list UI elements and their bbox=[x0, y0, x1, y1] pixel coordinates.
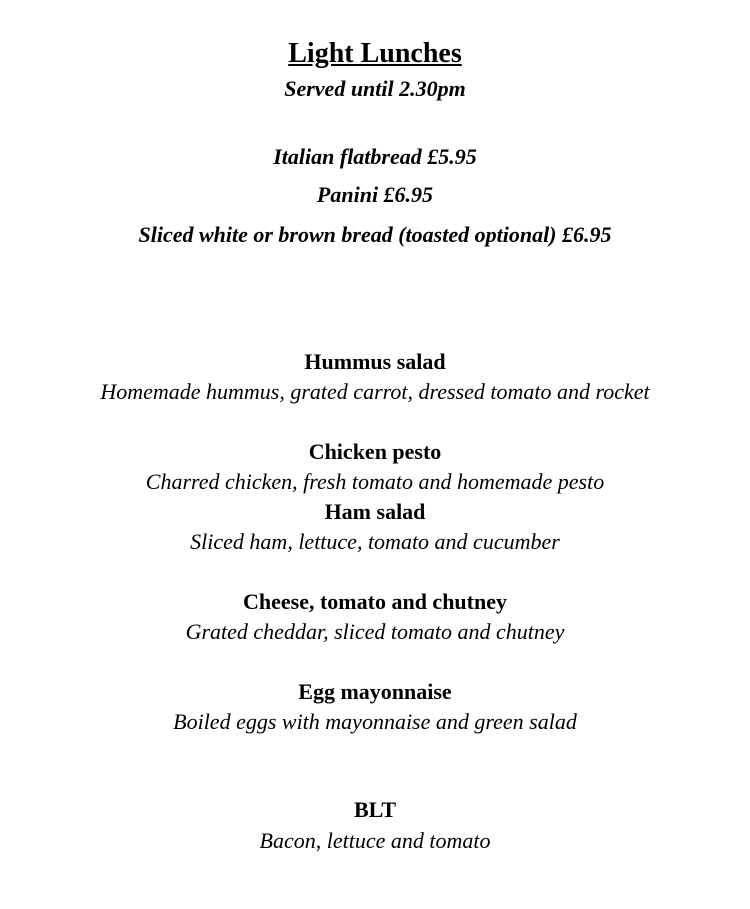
bread-option-flatbread: Italian flatbread £5.95 bbox=[273, 144, 477, 169]
menu-item-name: Egg mayonnaise bbox=[298, 679, 452, 704]
menu-item-name: Cheese, tomato and chutney bbox=[243, 589, 507, 614]
bread-option-sliced: Sliced white or brown bread (toasted optional) £6.95 bbox=[138, 222, 612, 247]
menu-item-description: Homemade hummus, grated carrot, dressed tomato and rocket bbox=[100, 379, 650, 404]
menu-item-description: Bacon, lettuce and tomato bbox=[259, 828, 491, 853]
service-time: Served until 2.30pm bbox=[284, 76, 466, 101]
menu-title: Light Lunches bbox=[288, 38, 462, 69]
menu-item-description: Charred chicken, fresh tomato and homemade pesto bbox=[145, 469, 605, 494]
menu-item-name: Hummus salad bbox=[304, 349, 446, 374]
menu-item-description: Grated cheddar, sliced tomato and chutney bbox=[185, 619, 565, 644]
bread-option-panini: Panini £6.95 bbox=[316, 182, 434, 207]
menu-item-name: BLT bbox=[353, 797, 396, 822]
menu-item-name: Ham salad bbox=[324, 499, 426, 524]
menu-item-name: Chicken pesto bbox=[308, 439, 442, 464]
menu-item-description: Boiled eggs with mayonnaise and green salad bbox=[173, 709, 577, 734]
menu-item-description: Sliced ham, lettuce, tomato and cucumber bbox=[190, 529, 560, 554]
